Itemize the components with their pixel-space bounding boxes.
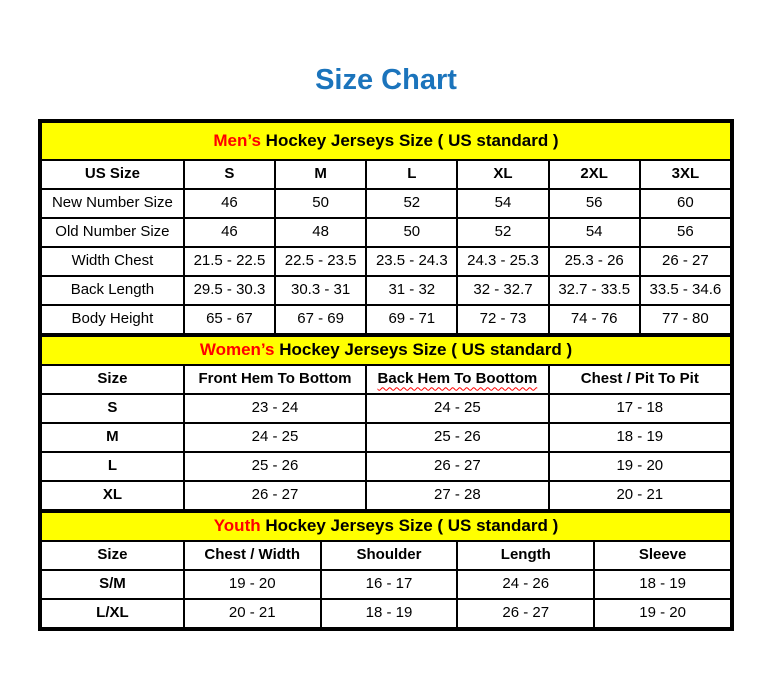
size-value-cell: 74 - 76 (549, 305, 640, 334)
size-value-cell: 32.7 - 33.5 (549, 276, 640, 305)
size-value-cell: 18 - 19 (549, 423, 731, 452)
size-value-cell: 54 (549, 218, 640, 247)
column-header: Chest / Width (184, 541, 321, 570)
size-value-cell: 26 - 27 (640, 247, 731, 276)
size-value-cell: 33.5 - 34.6 (640, 276, 731, 305)
size-chart (38, 119, 734, 631)
size-value-cell: 24 - 25 (366, 394, 548, 423)
youth-highlight: Youth (213, 516, 261, 536)
row-label: S/M (41, 570, 184, 599)
mens-band-text: Hockey Jerseys Size ( US standard ) (265, 130, 559, 150)
youth-section-title (41, 512, 731, 541)
column-header: M (275, 160, 366, 189)
size-value-cell: 25 - 26 (366, 423, 548, 452)
size-value-cell: 32 - 32.7 (457, 276, 548, 305)
womens-section-band (41, 336, 731, 365)
table-row (41, 218, 731, 247)
column-header: XL (457, 160, 548, 189)
size-value-cell: 30.3 - 31 (275, 276, 366, 305)
womens-band-text: Hockey Jerseys Size ( US standard ) (279, 340, 573, 360)
page-title: Size Chart (315, 64, 457, 96)
size-value-cell: 21.5 - 22.5 (184, 247, 275, 276)
column-header: Front Hem To Bottom (184, 365, 366, 394)
size-value-cell: 65 - 67 (184, 305, 275, 334)
table-row (41, 247, 731, 276)
table-row (41, 481, 731, 510)
womens-highlight: Women’s (199, 340, 275, 360)
size-value-cell: 29.5 - 30.3 (184, 276, 275, 305)
column-header (366, 365, 548, 394)
column-header: Shoulder (321, 541, 458, 570)
column-header: Size (41, 365, 184, 394)
size-value-cell: 16 - 17 (321, 570, 458, 599)
size-value-cell: 77 - 80 (640, 305, 731, 334)
row-label: Old Number Size (41, 218, 184, 247)
size-value-cell: 50 (275, 189, 366, 218)
size-value-cell: 18 - 19 (594, 570, 731, 599)
row-label: Body Height (41, 305, 184, 334)
mens-section-title (41, 122, 731, 160)
row-label: M (41, 423, 184, 452)
column-header: S (184, 160, 275, 189)
youth-size-table (40, 511, 732, 629)
size-value-cell: 56 (640, 218, 731, 247)
mens-header-row (41, 160, 731, 189)
size-value-cell: 50 (366, 218, 457, 247)
misspelled-header-text: Back Hem To Boottom (377, 370, 538, 388)
youth-band-text: Hockey Jerseys Size ( US standard ) (265, 516, 559, 536)
row-label: Back Length (41, 276, 184, 305)
womens-header-row (41, 365, 731, 394)
table-row (41, 599, 731, 628)
table-row (41, 189, 731, 218)
size-value-cell: 25 - 26 (184, 452, 366, 481)
size-value-cell: 26 - 27 (457, 599, 594, 628)
size-value-cell: 20 - 21 (549, 481, 731, 510)
size-value-cell: 24 - 26 (457, 570, 594, 599)
size-value-cell: 19 - 20 (594, 599, 731, 628)
size-value-cell: 18 - 19 (321, 599, 458, 628)
size-value-cell: 26 - 27 (366, 452, 548, 481)
row-label: S (41, 394, 184, 423)
table-row (41, 570, 731, 599)
size-value-cell: 56 (549, 189, 640, 218)
size-value-cell: 60 (640, 189, 731, 218)
size-value-cell: 46 (184, 218, 275, 247)
size-value-cell: 20 - 21 (184, 599, 321, 628)
table-row (41, 452, 731, 481)
column-header: 3XL (640, 160, 731, 189)
mens-size-table (40, 121, 732, 335)
column-header: US Size (41, 160, 184, 189)
size-value-cell: 22.5 - 23.5 (275, 247, 366, 276)
youth-header-row (41, 541, 731, 570)
size-value-cell: 23.5 - 24.3 (366, 247, 457, 276)
size-value-cell: 54 (457, 189, 548, 218)
table-row (41, 394, 731, 423)
size-value-cell: 24.3 - 25.3 (457, 247, 548, 276)
size-value-cell: 48 (275, 218, 366, 247)
size-value-cell: 72 - 73 (457, 305, 548, 334)
size-value-cell: 52 (366, 189, 457, 218)
womens-section-title (41, 336, 731, 365)
size-value-cell: 19 - 20 (549, 452, 731, 481)
size-value-cell: 31 - 32 (366, 276, 457, 305)
column-header: Length (457, 541, 594, 570)
row-label: Width Chest (41, 247, 184, 276)
column-header: Sleeve (594, 541, 731, 570)
table-row (41, 276, 731, 305)
size-value-cell: 24 - 25 (184, 423, 366, 452)
column-header: L (366, 160, 457, 189)
size-value-cell: 26 - 27 (184, 481, 366, 510)
row-label: L (41, 452, 184, 481)
row-label: New Number Size (41, 189, 184, 218)
size-value-cell: 25.3 - 26 (549, 247, 640, 276)
size-value-cell: 46 (184, 189, 275, 218)
mens-section-band (41, 122, 731, 160)
table-row (41, 305, 731, 334)
size-value-cell: 52 (457, 218, 548, 247)
size-value-cell: 17 - 18 (549, 394, 731, 423)
size-value-cell: 23 - 24 (184, 394, 366, 423)
row-label: L/XL (41, 599, 184, 628)
table-row (41, 423, 731, 452)
column-header: Chest / Pit To Pit (549, 365, 731, 394)
youth-section-band (41, 512, 731, 541)
womens-size-table (40, 335, 732, 511)
size-value-cell: 19 - 20 (184, 570, 321, 599)
size-chart-page (38, 0, 734, 631)
size-value-cell: 67 - 69 (275, 305, 366, 334)
mens-highlight: Men’s (213, 130, 261, 150)
size-value-cell: 27 - 28 (366, 481, 548, 510)
column-header: 2XL (549, 160, 640, 189)
column-header: Size (41, 541, 184, 570)
row-label: XL (41, 481, 184, 510)
size-value-cell: 69 - 71 (366, 305, 457, 334)
